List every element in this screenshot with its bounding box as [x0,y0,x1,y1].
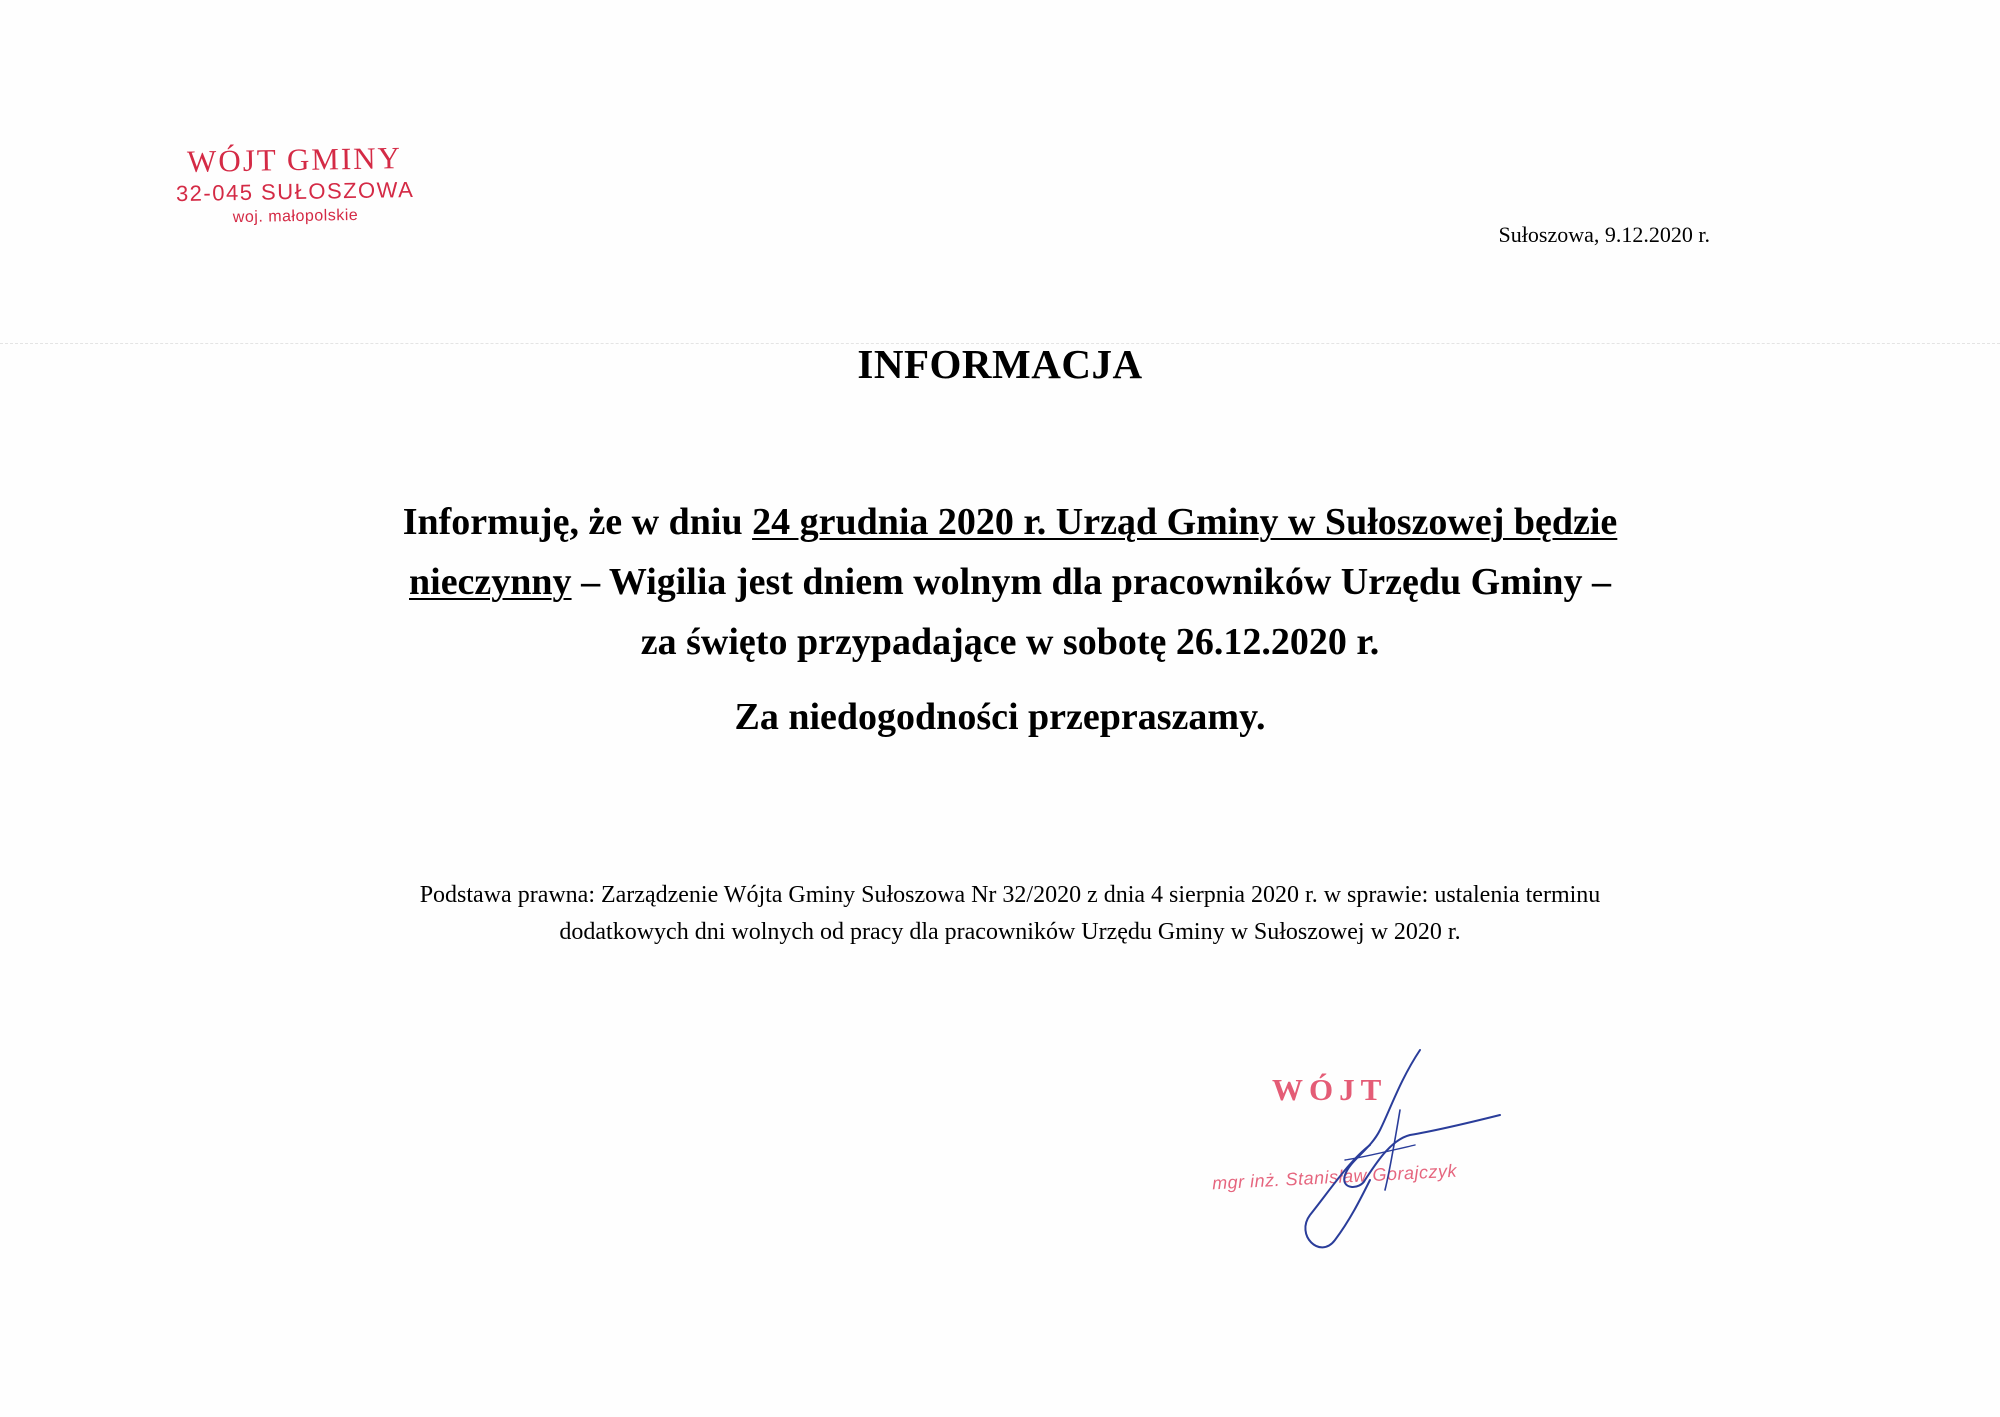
stamp-office-address: 32-045 SUŁOSZOWA [175,176,415,207]
handwritten-signature [1250,1040,1510,1280]
legal-basis-line-1: Podstawa prawna: Zarządzenie Wójta Gminy Sułoszowa Nr 32/2020 z dnia 4 sierpnia 2020 r. w sprawie: ustalenia terminu [419,882,1601,908]
document-date: Sułoszowa, 9.12.2020 r. [1498,222,1710,247]
apology-text: Za niedogodności przepraszamy. [734,696,1266,738]
announcement-reason: – Wigilia jest dniem wolnym dla pracowników Urzędu Gminy – [571,561,1611,603]
signature-stamp-title: WÓJT [1272,1072,1388,1107]
announcement-closure-date: 24 grudnia 2020 r. Urząd Gminy w Sułoszowej będzie [752,501,1618,543]
stamp-office-region: woj. małopolskie [232,206,359,227]
stamp-office-title: WÓJT GMINY [186,140,403,179]
announcement-intro: Informuję, że w dniu [402,501,753,543]
legal-basis-line-2: dodatkowych dni wolnych od pracy dla pracowników Urzędu Gminy w Sułoszowej w 2020 r. [559,919,1461,945]
announcement-compensation: za święto przypadające w sobotę 26.12.2020 r. [640,621,1380,663]
office-header-stamp [149,139,440,230]
legal-basis [180,877,1840,951]
announcement-closed-word: nieczynny [409,561,572,603]
main-announcement [220,492,1800,672]
document-title: INFORMACJA [857,341,1143,387]
signature-stamp-name: mgr inż. Stanisław Gorajczyk [1211,1160,1458,1194]
